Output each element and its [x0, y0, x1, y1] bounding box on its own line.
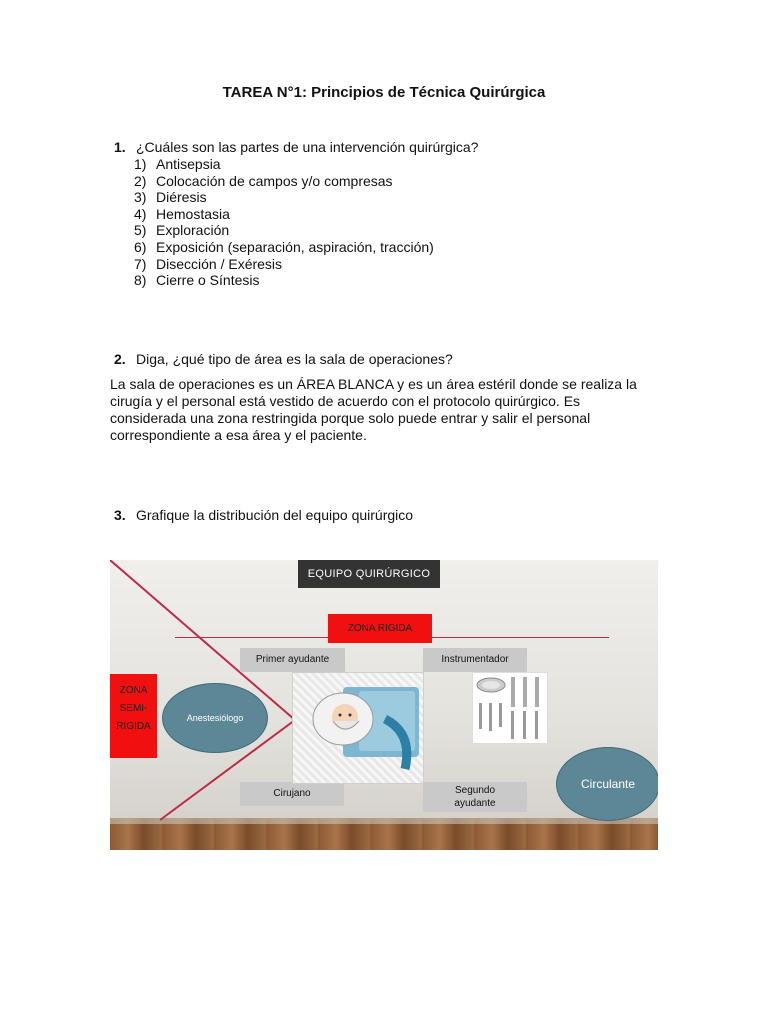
question-1 — [114, 139, 478, 155]
question-3-number: 3. — [114, 507, 126, 523]
surgical-instruments-icon — [473, 673, 547, 743]
list-item: 6) Exposición (separación, aspiración, tracción) — [134, 238, 434, 255]
anestesiologo-ellipse: Anestesiólogo — [162, 683, 268, 753]
instrumentador-box: Instrumentador — [423, 648, 527, 672]
list-item: 2) Colocación de campos y/o compresas — [134, 172, 393, 189]
question-3 — [114, 507, 413, 523]
list-item: 7) Disección / Exéresis — [134, 255, 283, 272]
list-item: 1) Antisepsia — [134, 156, 221, 172]
question-1-number: 1. — [114, 139, 126, 155]
list-item: 5) Exploración — [134, 222, 230, 239]
question-3-text: Grafique la distribución del equipo quirúrgico — [136, 507, 414, 523]
question-2-number: 2. — [114, 351, 126, 367]
question-2-answer: La sala de operaciones es un ÁREA BLANCA y es un área estéril donde se realiza la cirugía y el personal está vestido de acuerdo con el protocolo quirúrgico. Es considerada una zona restringida porque solo puede entrar y salir el personal correspondiente a esa área y el paciente. — [110, 376, 637, 443]
question-1-text: ¿Cuáles son las partes de una intervención quirúrgica? — [136, 139, 479, 155]
surgery-parts-list — [134, 156, 434, 289]
question-2-text: Diga, ¿qué tipo de área es la sala de operaciones? — [136, 351, 453, 367]
question-2 — [114, 351, 453, 367]
cirujano-box: Cirujano — [240, 782, 344, 806]
diagram-title: EQUIPO QUIRÚRGICO — [298, 560, 440, 588]
list-item: 4) Hemostasia — [134, 205, 230, 222]
instrument-tray — [472, 672, 548, 744]
circulante-ellipse: Circulante — [556, 747, 658, 821]
list-item: 3) Diéresis — [134, 189, 207, 206]
page-title: TAREA N°1: Principios de Técnica Quirúrgica — [222, 84, 546, 101]
zona-semi-rigida-label: ZONA SEMI- RIGIDA — [110, 674, 157, 758]
surgical-team-diagram — [110, 560, 658, 850]
patient-illustration — [293, 673, 423, 783]
primer-ayudante-box: Primer ayudante — [240, 648, 345, 672]
segundo-ayudante-box: Segundo ayudante — [423, 782, 527, 812]
zona-rigida-label: ZONA RIGIDA — [328, 614, 432, 643]
operating-table — [292, 672, 424, 784]
list-item: 8) Cierre o Síntesis — [134, 272, 260, 289]
